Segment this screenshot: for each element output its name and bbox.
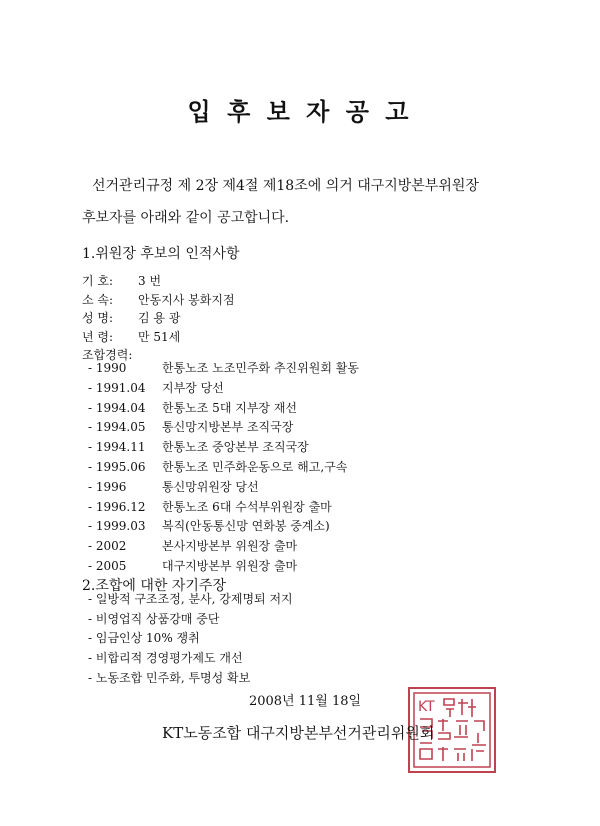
field-value: 김 용 광	[138, 311, 181, 325]
career-desc: 본사지방본부 위원장 출마	[162, 539, 298, 554]
career-item	[88, 478, 359, 498]
career-date: - 1990	[88, 361, 127, 375]
field-label: 년 령:	[82, 329, 114, 344]
career-item	[88, 537, 359, 557]
career-date: - 1994.05	[88, 420, 146, 435]
career-item	[88, 418, 359, 438]
career-date: - 1999.03	[88, 519, 146, 534]
field-value: 3 번	[138, 274, 162, 288]
field-row-affiliation	[82, 291, 235, 310]
claim-item: - 일방적 구조조정, 분사, 강제명퇴 저지	[88, 592, 293, 606]
field-value: 안동지사 봉화지점	[138, 292, 235, 307]
claims-list	[88, 590, 293, 688]
intro-line-1: 선거관리규정 제 2장 제4절 제18조에 의거 대구지방본부위원장	[92, 178, 479, 194]
career-desc: 대구지방본부 위원장 출마	[162, 558, 298, 573]
section2-heading: 2.조합에 대한 자기주장	[82, 578, 226, 594]
career-desc: 한통노조 노조민주화 추진위원회 활동	[162, 361, 359, 375]
career-desc: 통신망위원장 당선	[162, 479, 259, 494]
career-date: - 2005	[88, 558, 127, 573]
career-date: - 2002	[88, 539, 127, 554]
career-desc: 한통노조 민주화운동으로 해고,구속	[162, 459, 348, 474]
field-row-number	[82, 272, 235, 291]
career-desc: 복직(안동통신망 연화봉 중계소)	[162, 519, 330, 534]
career-list	[88, 359, 359, 577]
claim-item: - 비영업직 상품강매 중단	[88, 611, 220, 626]
candidate-info	[82, 272, 235, 346]
field-label: 성 명:	[82, 311, 114, 325]
career-item	[88, 399, 359, 419]
career-desc: 한통노조 6대 수석부위원장 출마	[162, 499, 332, 514]
claim-item: - 노동조합 민주화, 투명성 확보	[88, 670, 251, 685]
career-item	[88, 379, 359, 399]
career-item	[88, 458, 359, 478]
career-desc: 한통노조 중앙본부 조직국장	[162, 440, 309, 455]
career-item	[88, 557, 359, 577]
career-desc: 한통노조 5대 지부장 재선	[162, 400, 297, 415]
career-desc: 지부장 당선	[162, 380, 224, 395]
career-date: - 1994.11	[88, 440, 146, 455]
career-item	[88, 438, 359, 458]
career-desc: 통신망지방본부 조직국장	[162, 420, 294, 435]
field-label: 소 속:	[82, 292, 114, 307]
career-date: - 1994.04	[88, 400, 146, 415]
career-item	[88, 498, 359, 518]
career-heading: 조합경력:	[82, 348, 133, 362]
career-date: - 1991.04	[88, 380, 146, 395]
career-item	[88, 517, 359, 537]
document-title: 입 후 보 자 공 고	[187, 97, 413, 126]
field-row-age	[82, 328, 235, 347]
field-row-name	[82, 309, 235, 328]
career-date: - 1996.12	[88, 499, 146, 514]
field-value: 만 51세	[138, 329, 181, 344]
svg-text:KT: KT	[418, 699, 435, 715]
claim-item: - 임금인상 10% 쟁취	[88, 631, 200, 646]
organization-name: KT노동조합 대구지방본부선거관리위원회	[162, 724, 435, 742]
career-item	[88, 359, 359, 379]
intro-line-2: 후보자를 아래와 같이 공고합니다.	[82, 210, 290, 226]
field-label: 기 호:	[82, 274, 114, 288]
claim-item: - 비합리적 경영평가제도 개선	[88, 651, 243, 666]
career-date: - 1996	[88, 479, 127, 494]
section1-heading: 1.위원장 후보의 인적사항	[82, 246, 240, 262]
notice-date: 2008년 11월 18일	[248, 694, 362, 709]
career-date: - 1995.06	[88, 459, 146, 474]
